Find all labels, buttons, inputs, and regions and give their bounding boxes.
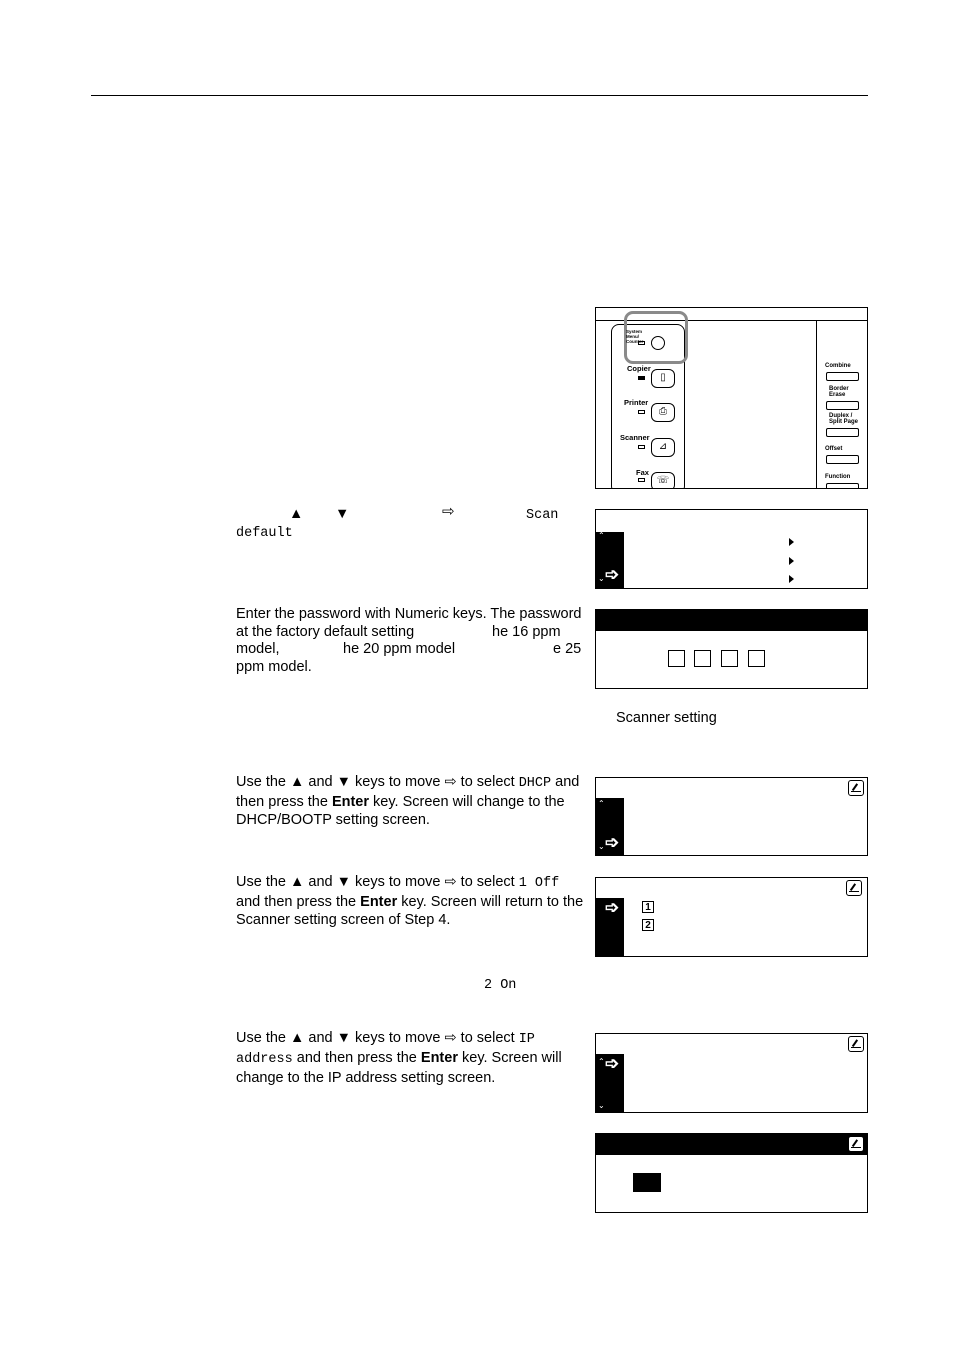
scanner-mode-icon	[848, 1036, 864, 1052]
off-keyword: 1 Off	[518, 876, 560, 891]
password-digit-box	[748, 650, 765, 667]
lcd-password	[595, 609, 868, 689]
selection-cursor-icon: ➩	[605, 898, 620, 917]
step7-word: keys to move	[355, 1030, 441, 1046]
duplex-key[interactable]	[826, 428, 859, 437]
copier-key[interactable]: ▯	[651, 369, 675, 388]
system-menu-key[interactable]	[651, 336, 665, 350]
enter-key-label: Enter	[331, 794, 370, 810]
ip-keyword: IP	[518, 1032, 535, 1047]
up-arrow-icon: ▲	[290, 874, 305, 890]
cursor-arrow-icon: ⇨	[442, 503, 455, 520]
step5-word: key. Screen will change to the	[373, 794, 565, 810]
step6-word: and	[308, 874, 333, 890]
up-arrow-icon: ▲	[290, 774, 305, 790]
duplex-label: Duplex / Split Page	[829, 413, 859, 425]
lcd-ip-select	[595, 1033, 868, 1113]
copier-label: Copier	[627, 364, 651, 373]
down-arrow-icon: ▼	[336, 874, 351, 890]
header-rule	[91, 95, 868, 96]
step7-line3: change to the IP address setting screen.	[236, 1070, 496, 1086]
system-menu-label: System Menu/ Counter	[626, 329, 644, 344]
up-arrow-icon: ▲	[289, 506, 304, 522]
password-digit-box	[721, 650, 738, 667]
scroll-up-icon: ⌃	[598, 531, 605, 540]
border-erase-label: Border Erase	[829, 386, 849, 398]
offset-key[interactable]	[826, 455, 859, 464]
step7-word: to select	[460, 1030, 515, 1046]
lcd-dhcp-select	[595, 777, 868, 856]
step5-line3: DHCP/BOOTP setting screen.	[236, 812, 430, 828]
step6-text	[236, 873, 586, 929]
scroll-up-icon: ⌃	[598, 799, 605, 808]
scanner-mode-icon	[848, 780, 864, 796]
scroll-up-icon: ⌃	[598, 1057, 605, 1066]
step7-word: Use the	[236, 1030, 286, 1046]
ip-field-cursor	[633, 1173, 661, 1192]
function-key[interactable]	[826, 483, 859, 489]
selection-cursor-icon: ➩	[605, 833, 620, 852]
function-label: Function	[825, 474, 851, 480]
scan-keyword: Scan	[526, 508, 559, 523]
step3-line1: Enter the password with Numeric keys. The password	[236, 606, 582, 622]
step7-word: and	[308, 1030, 333, 1046]
option-1-box[interactable]: 1	[642, 901, 654, 913]
down-arrow-icon: ▼	[336, 774, 351, 790]
scanner-mode-icon	[846, 880, 862, 896]
step3-line3b: he 20 ppm model	[343, 641, 456, 657]
step5-word: to select	[460, 774, 515, 790]
printer-label: Printer	[624, 398, 649, 407]
lcd-system-menu	[595, 509, 868, 589]
scanner-led	[638, 445, 645, 449]
step3-text	[236, 605, 586, 679]
selection-cursor-icon: ➩	[605, 565, 620, 584]
enter-key-label: Enter	[360, 894, 398, 910]
scanner-key[interactable]: ⊿	[651, 438, 675, 457]
fax-led	[638, 478, 645, 482]
default-keyword: default	[236, 526, 293, 541]
password-digit-box	[668, 650, 685, 667]
step7-word: key. Screen will	[462, 1050, 562, 1066]
step5-word: then press the	[236, 794, 328, 810]
scanner-label: Scanner	[620, 433, 650, 442]
step5-word: and	[555, 774, 580, 790]
border-erase-key[interactable]	[826, 401, 859, 410]
combine-label: Combine	[825, 363, 851, 369]
offset-label: Offset	[825, 446, 843, 452]
operation-panel-figure	[595, 307, 868, 489]
submenu-marker-icon	[789, 557, 794, 565]
step6-word: Use the	[236, 874, 286, 890]
step3-line2b: he 16 ppm	[492, 624, 561, 640]
combine-key[interactable]	[826, 372, 859, 381]
system-menu-led	[638, 341, 645, 345]
address-keyword: address	[236, 1052, 293, 1067]
cursor-arrow-icon: ⇨	[444, 874, 457, 890]
step5-word: keys to move	[355, 774, 441, 790]
cursor-arrow-icon: ⇨	[444, 774, 457, 790]
step7-word: and then press the	[296, 1050, 417, 1066]
lcd-ip-entry	[595, 1133, 868, 1213]
scanner-setting-caption: Scanner setting	[616, 710, 717, 726]
enter-key-label: Enter	[420, 1050, 458, 1066]
printer-led	[638, 410, 645, 414]
copier-led	[638, 376, 645, 380]
down-arrow-icon: ▼	[336, 1030, 351, 1046]
selection-cursor-icon: ➩	[605, 1054, 620, 1073]
step3-line2: at the factory default setting	[236, 624, 415, 640]
printer-key[interactable]: ⎙	[651, 403, 675, 422]
password-digit-box	[694, 650, 711, 667]
step6-word: key. Screen will return to the	[401, 894, 584, 910]
scanner-mode-icon	[848, 1136, 864, 1152]
on-keyword: 2 On	[484, 978, 517, 993]
step6-line3: Scanner setting screen of Step 4.	[236, 912, 451, 928]
step5-word: and	[308, 774, 333, 790]
step7-text	[236, 1029, 586, 1085]
scroll-down-icon: ⌄	[598, 1101, 605, 1110]
step5-text	[236, 773, 586, 829]
dhcp-keyword: DHCP	[518, 776, 552, 791]
step6-word: to select	[460, 874, 515, 890]
submenu-marker-icon	[789, 575, 794, 583]
step3-line3c: e 25	[553, 641, 582, 657]
option-2-box[interactable]: 2	[642, 919, 654, 931]
step6-word: and then press the	[236, 894, 357, 910]
step5-word: Use the	[236, 774, 286, 790]
step3-line4: ppm model.	[236, 659, 312, 675]
down-arrow-icon: ▼	[335, 506, 350, 522]
scroll-down-icon: ⌄	[598, 842, 605, 851]
cursor-arrow-icon: ⇨	[444, 1030, 457, 1046]
scroll-down-icon: ⌄	[598, 574, 605, 583]
submenu-marker-icon	[789, 538, 794, 546]
step2-text	[236, 505, 582, 545]
step6-word: keys to move	[355, 874, 441, 890]
step3-line3a: model,	[236, 641, 280, 657]
lcd-dhcp-onoff	[595, 877, 868, 957]
up-arrow-icon: ▲	[290, 1030, 305, 1046]
fax-key[interactable]: ☏	[651, 472, 675, 489]
fax-label: Fax	[636, 468, 649, 477]
